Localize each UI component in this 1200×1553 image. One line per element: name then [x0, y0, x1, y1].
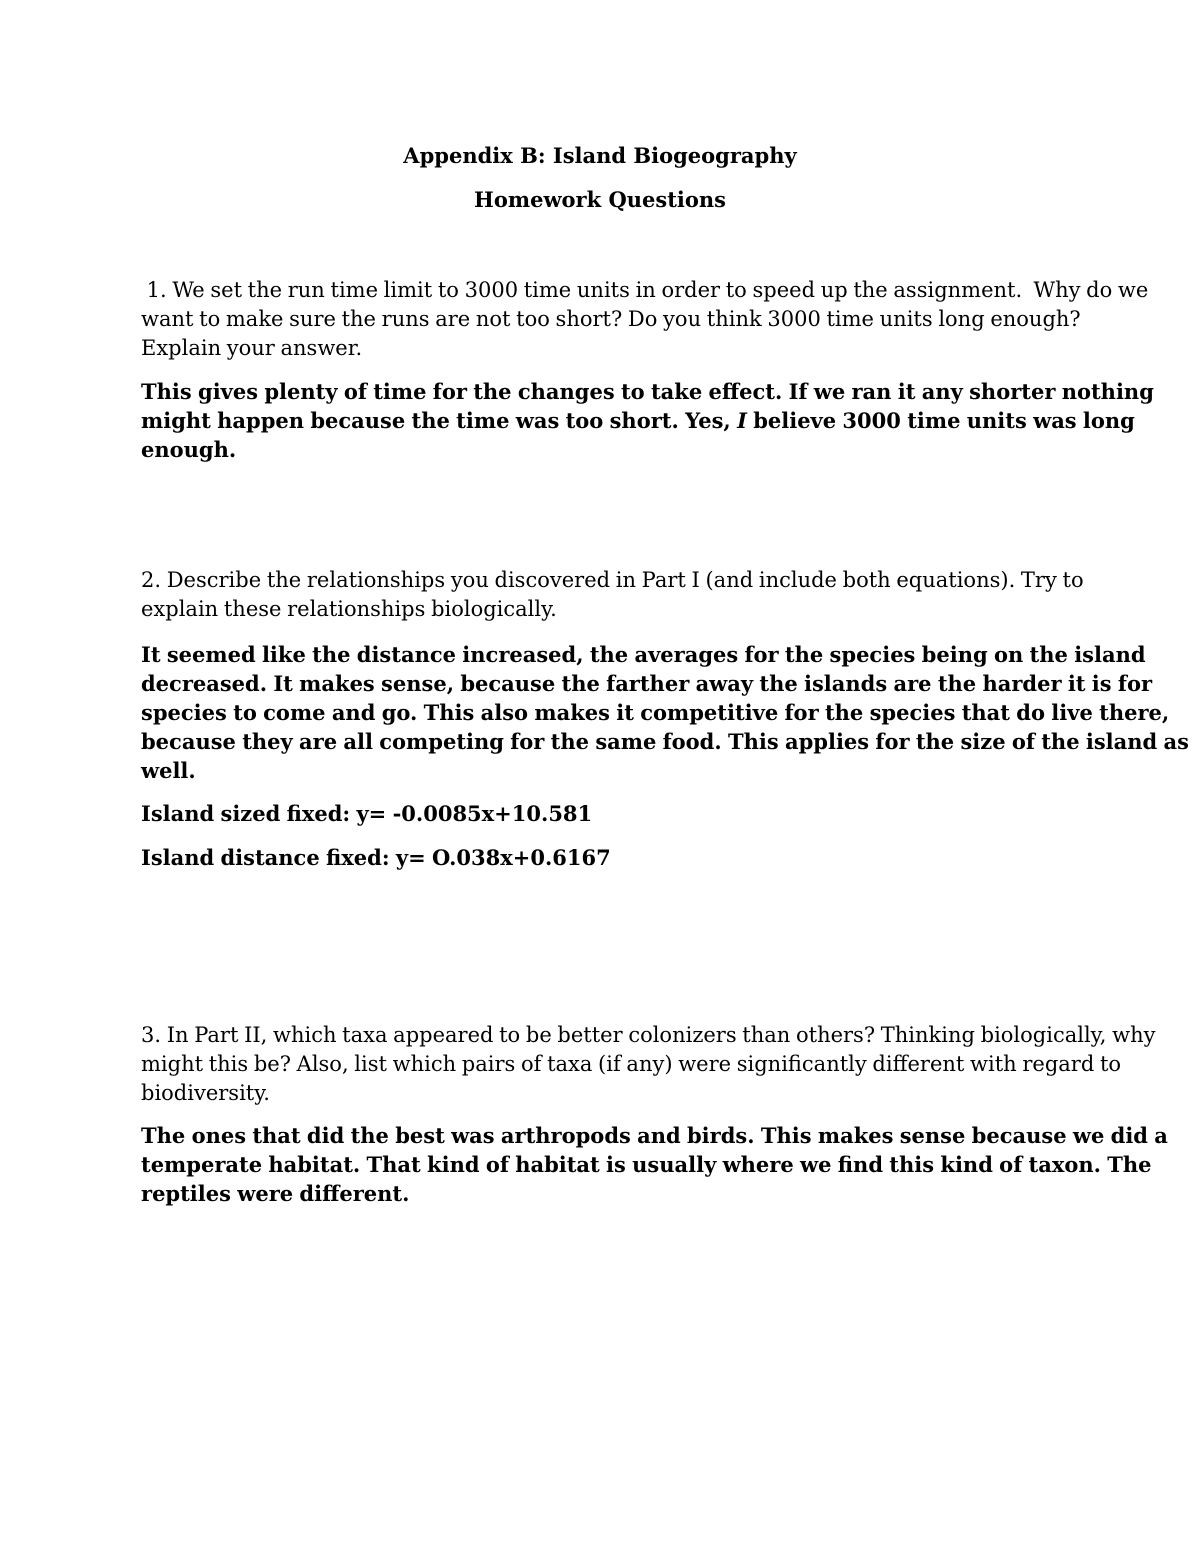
question-3-line: biodiversity.: [141, 1081, 270, 1105]
question-3-line: 3. In Part II, which taxa appeared to be better colonizers than others? Thinking biologically, why: [141, 1023, 1156, 1047]
question-3: [141, 1021, 1156, 1108]
answer-2-line: decreased. It makes sense, because the farther away the islands are the harder it is for: [141, 671, 1153, 696]
question-1-line: Explain your answer.: [141, 336, 363, 360]
question-2: [141, 566, 1084, 624]
question-2-line: 2. Describe the relationships you discovered in Part I (and include both equations). Try to: [141, 568, 1084, 592]
answer-1-line: [141, 406, 1135, 435]
answer-1-italic-pronoun: I: [737, 408, 747, 433]
question-1-line: 1. We set the run time limit to 3000 time units in order to speed up the assignment. Why do we: [141, 278, 1149, 302]
answer-2-line: It seemed like the distance increased, the averages for the species being on the island: [141, 642, 1146, 667]
answer-1: [141, 377, 1154, 464]
answer-3-line: reptiles were different.: [141, 1181, 410, 1206]
answer-1-line: This gives plenty of time for the changes to take effect. If we ran it any shorter nothing: [141, 379, 1154, 404]
equation-island-distance-fixed: Island distance fixed: y= O.038x+0.6167: [141, 845, 611, 870]
answer-3: [141, 1121, 1168, 1208]
equation-island-size-fixed: Island sized fixed: y= -0.0085x+10.581: [141, 801, 593, 826]
answer-1-text: might happen because the time was too short. Yes,: [141, 408, 738, 433]
answer-1-line: enough.: [141, 437, 237, 462]
question-2-line: explain these relationships biologically.: [141, 597, 557, 621]
answer-2-line: well.: [141, 758, 196, 783]
document-title: Appendix B: Island Biogeography: [403, 143, 797, 168]
answer-3-line: temperate habitat. That kind of habitat is usually where we find this kind of taxon. The: [141, 1152, 1152, 1177]
question-1: [141, 276, 1149, 363]
answer-2-line: species to come and go. This also makes it competitive for the species that do live there,: [141, 700, 1170, 725]
question-3-line: might this be? Also, list which pairs of taxa (if any) were significantly different with regard to: [141, 1052, 1122, 1076]
question-1-line: want to make sure the runs are not too short? Do you think 3000 time units long enough?: [141, 307, 1081, 331]
answer-2-line: because they are all competing for the same food. This applies for the size of the island as: [141, 729, 1189, 754]
document-subtitle: Homework Questions: [474, 187, 726, 212]
answer-3-line: The ones that did the best was arthropods and birds. This makes sense because we did a: [141, 1123, 1168, 1148]
answer-2: [141, 640, 1189, 785]
answer-1-text: believe 3000 time units was long: [746, 408, 1135, 433]
